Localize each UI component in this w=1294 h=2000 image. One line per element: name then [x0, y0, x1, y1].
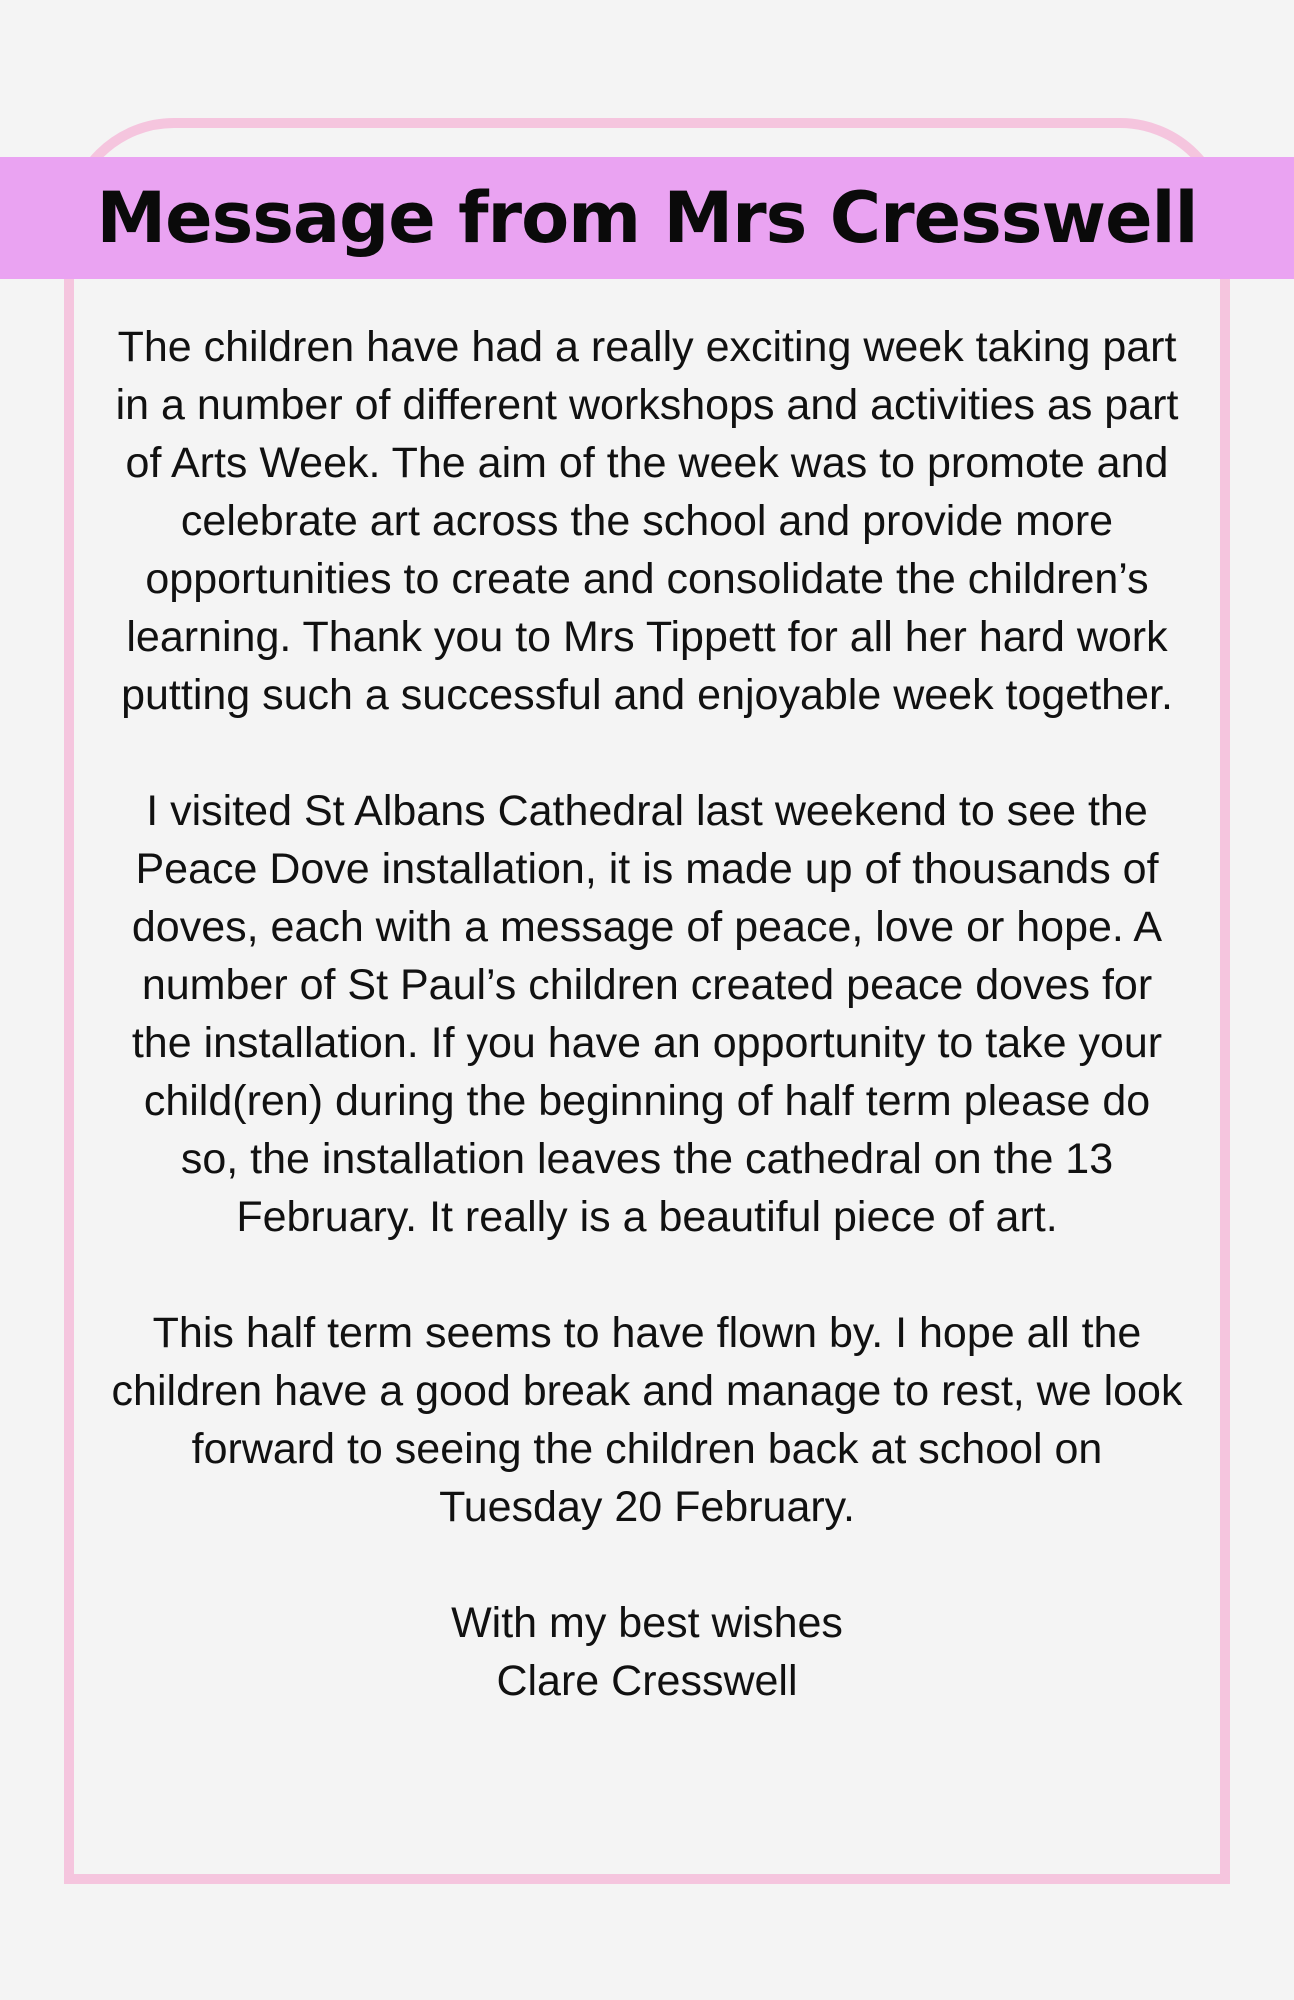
paragraph-half-term: This half term seems to have flown by. I hope all the children have a good break and manage to rest, we look forward to seeing the children back at school on Tuesday 20 February.: [111, 1309, 1183, 1531]
page-title: Message from Mrs Cresswell: [96, 177, 1198, 259]
signoff-text: With my best wishes: [451, 1599, 843, 1647]
title-banner: [0, 157, 1294, 279]
paragraph-arts-week: The children have had a really exciting week taking part in a number of different workshops and activities as part of Arts Week. The aim of the week was to promote and celebrate art across the school and provide more opportunities to create and consolidate the children’s learning. Thank you to Mrs Tippett for all her hard work putting such a successful and enjoyable week together.: [115, 323, 1179, 719]
signature-name: Clare Cresswell: [496, 1657, 798, 1705]
closing-block: [110, 1594, 1184, 1710]
message-body: [110, 318, 1184, 1768]
paragraph-peace-dove: I visited St Albans Cathedral last weekend to see the Peace Dove installation, it is made up of thousands of doves, each with a message of peace, love or hope. A number of St Paul’s children created peace doves for the installation. If you have an opportunity to take your child(ren) during the beginning of half term please do so, the installation leaves the cathedral on the 13 February. It really is a beautiful piece of art.: [131, 787, 1163, 1241]
